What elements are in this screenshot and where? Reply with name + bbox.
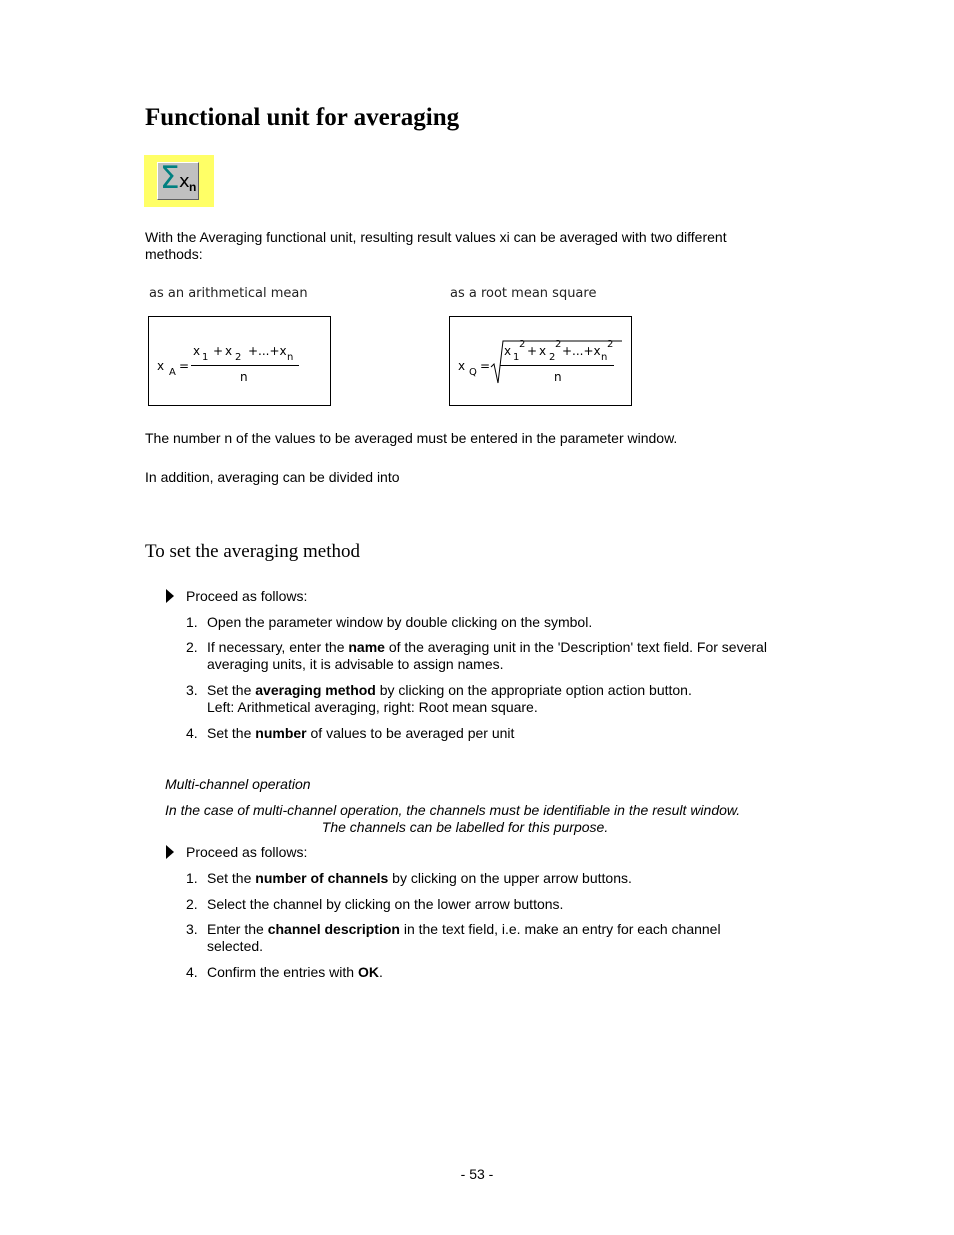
numerator-x1: x bbox=[193, 344, 201, 358]
numerator-x2: x bbox=[539, 344, 547, 358]
step-text-part: in the text field, i.e. make an entry for each channel selected. bbox=[207, 921, 721, 954]
averaging-unit-icon-highlight bbox=[144, 155, 214, 207]
arrow-bullet-icon bbox=[166, 845, 174, 859]
step-text bbox=[207, 921, 767, 955]
numerator-exp1: 2 bbox=[519, 339, 526, 350]
step-text-part: Set the bbox=[207, 870, 256, 886]
step-number: 3. bbox=[186, 682, 198, 698]
numerator-subn: n bbox=[601, 352, 608, 363]
step-number: 1. bbox=[186, 870, 198, 886]
step-text-part: Left: Arithmetical averaging, right: Root mean square. bbox=[207, 699, 538, 715]
rms-caption: as a root mean square bbox=[450, 286, 597, 301]
multi-channel-title: Multi-channel operation bbox=[165, 776, 311, 792]
numerator-plus: + bbox=[527, 344, 538, 358]
step-text-bold: OK bbox=[357, 964, 379, 980]
proceed-label-2: Proceed as follows: bbox=[186, 844, 308, 860]
step-text bbox=[207, 870, 767, 887]
numerator-dots: +...+x bbox=[248, 344, 287, 358]
numerator-dots: +...+x bbox=[562, 344, 601, 358]
numerator-x2: x bbox=[225, 344, 233, 358]
step-text bbox=[207, 725, 767, 742]
formula-lhs: x bbox=[458, 359, 466, 373]
step-number: 4. bbox=[186, 725, 198, 741]
step-text-part: If necessary, enter the bbox=[207, 639, 349, 655]
arithmetic-mean-formula bbox=[148, 316, 331, 406]
multi-channel-note bbox=[165, 802, 785, 836]
n-glyph: n bbox=[189, 180, 197, 194]
root-mean-square-formula bbox=[449, 316, 632, 406]
formula-lhs: x bbox=[157, 359, 165, 373]
step-text bbox=[207, 614, 767, 631]
para-number-n: The number n of the values to be averaged must be entered in the parameter window. bbox=[145, 430, 678, 446]
step-text-part: by clicking on the upper arrow buttons. bbox=[388, 870, 632, 886]
step-text-part: . bbox=[378, 964, 383, 980]
numerator-sub1: 1 bbox=[202, 352, 209, 363]
formula-lhs-sub: A bbox=[169, 367, 176, 378]
sigma-glyph: Σ bbox=[160, 160, 180, 196]
fraction-bar bbox=[191, 365, 299, 366]
step-text-bold: number bbox=[255, 725, 307, 741]
step-text-part: Enter the bbox=[207, 921, 268, 937]
numerator-sub2: 2 bbox=[549, 352, 556, 363]
step-text-part: of the averaging unit in the 'Description' text field. For several averaging units, it is advisable to assign names. bbox=[207, 639, 767, 672]
step-text-bold: name bbox=[348, 639, 385, 655]
numerator-plus: + bbox=[213, 344, 224, 358]
numerator-expn: 2 bbox=[607, 339, 614, 350]
step-number: 1. bbox=[186, 614, 198, 630]
step-text-bold: number of channels bbox=[255, 870, 389, 886]
step-text bbox=[207, 639, 767, 673]
fraction-bar bbox=[500, 365, 614, 366]
sigma-xn-icon[interactable] bbox=[157, 162, 199, 200]
denominator: n bbox=[554, 370, 562, 384]
arrow-bullet-icon bbox=[166, 589, 174, 603]
numerator-sub1: 1 bbox=[513, 352, 520, 363]
step-text-part: by clicking on the appropriate option action button. bbox=[375, 682, 692, 698]
step-text-bold: channel description bbox=[267, 921, 400, 937]
denominator: n bbox=[240, 370, 248, 384]
x-glyph: x bbox=[179, 171, 190, 192]
formula-eq: = bbox=[179, 359, 190, 373]
step-text-bold: averaging method bbox=[255, 682, 376, 698]
page-title: Functional unit for averaging bbox=[145, 104, 460, 131]
formula-eq: = bbox=[480, 359, 491, 373]
proceed-label: Proceed as follows: bbox=[186, 588, 308, 604]
step-text-part: Set the bbox=[207, 725, 256, 741]
step-number: 2. bbox=[186, 639, 198, 655]
step-text-part: Set the bbox=[207, 682, 256, 698]
step-text bbox=[207, 964, 767, 981]
formula-lhs-sub: Q bbox=[469, 367, 477, 378]
step-number: 4. bbox=[186, 964, 198, 980]
step-text-part: Select the channel by clicking on the lower arrow buttons. bbox=[207, 896, 564, 912]
step-text-part: Open the parameter window by double clicking on the symbol. bbox=[207, 614, 593, 630]
step-text-part: Confirm the entries with bbox=[207, 964, 358, 980]
step-number: 2. bbox=[186, 896, 198, 912]
numerator-sub2: 2 bbox=[235, 352, 242, 363]
numerator-x1: x bbox=[504, 344, 512, 358]
step-number: 3. bbox=[186, 921, 198, 937]
multi-note-line-1: In the case of multi-channel operation, the channels must be identifiable in the result window. bbox=[165, 802, 741, 818]
step-text bbox=[207, 682, 767, 716]
para-addition: In addition, averaging can be divided into bbox=[145, 469, 400, 485]
step-text-part: of values to be averaged per unit bbox=[306, 725, 515, 741]
numerator-subn: n bbox=[287, 352, 294, 363]
multi-note-line-2: The channels can be labelled for this purpose. bbox=[321, 819, 609, 835]
step-text bbox=[207, 896, 767, 913]
page-number: - 53 - bbox=[460, 1166, 494, 1182]
intro-paragraph: With the Averaging functional unit, resulting result values xi can be averaged with two different methods: bbox=[145, 229, 727, 262]
section-heading: To set the averaging method bbox=[145, 541, 360, 562]
arith-caption: as an arithmetical mean bbox=[149, 286, 308, 301]
numerator-exp2: 2 bbox=[555, 339, 562, 350]
